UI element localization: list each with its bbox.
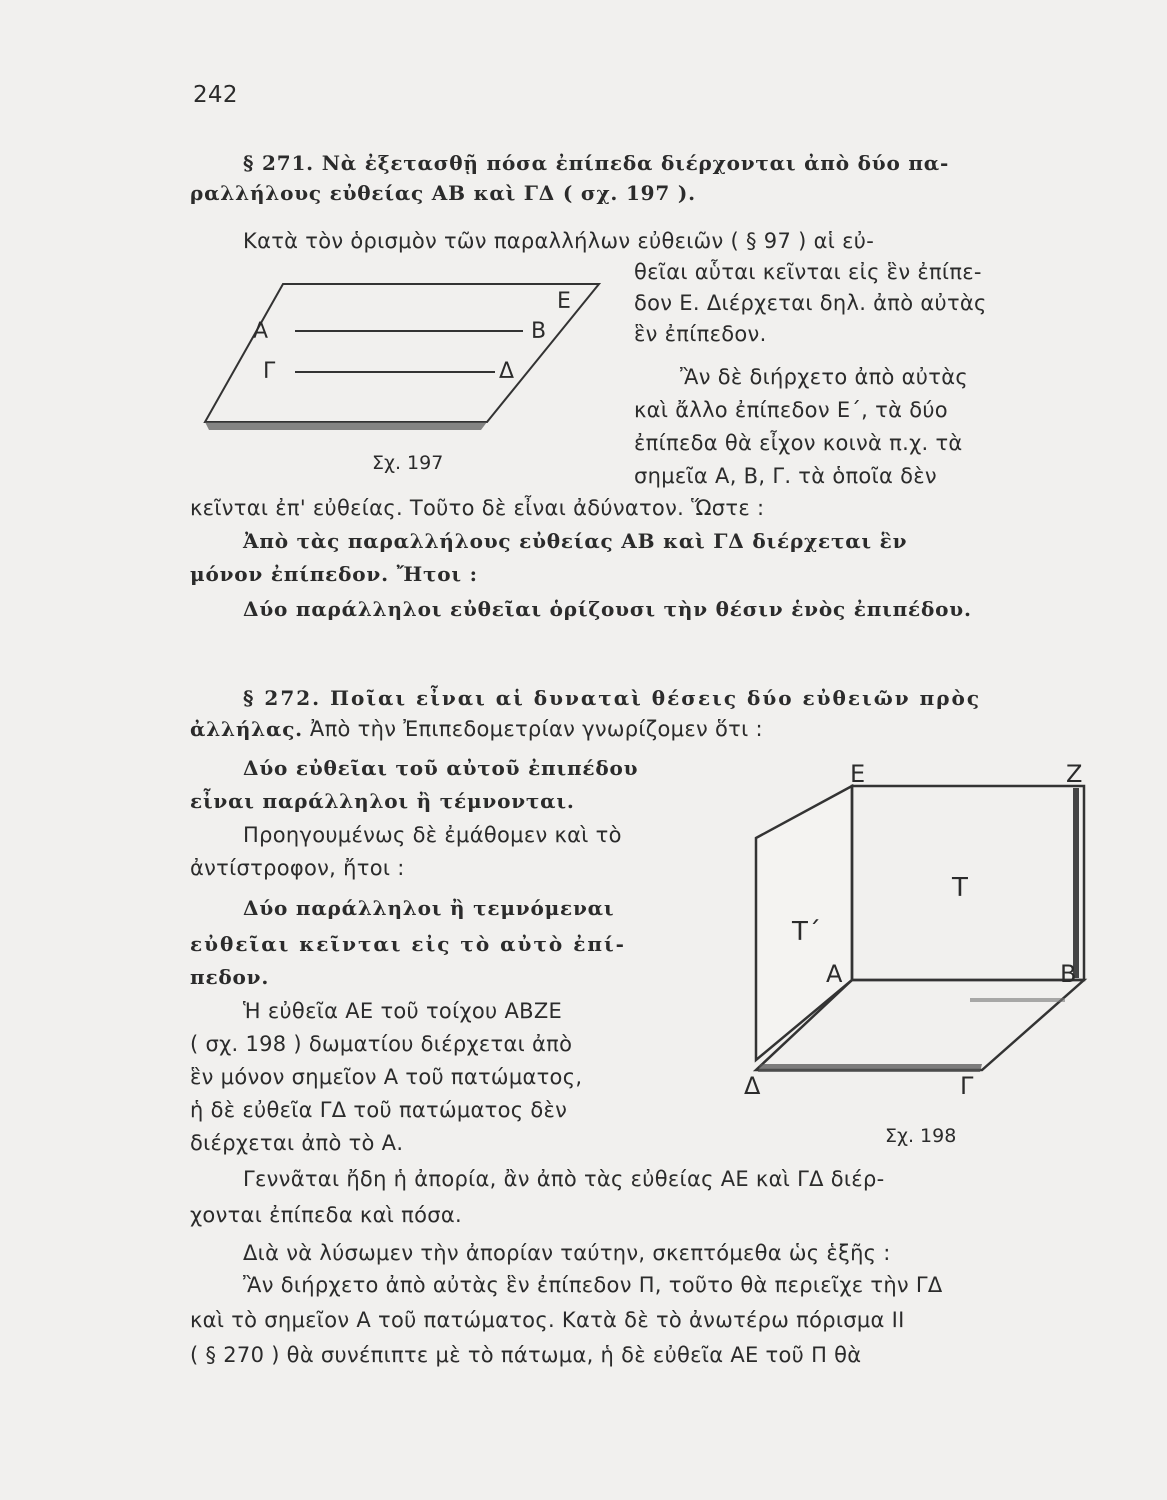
section-272-heading-line1: § 272. Ποῖαι εἶναι αἱ δυναταὶ θέσεις δύο εὐθειῶν πρὸς [243, 686, 982, 710]
text-line: σημεῖα Α, Β, Γ. τὰ ὁποῖα δὲν [634, 464, 937, 488]
fig198-label-z: Ζ [1066, 760, 1083, 788]
figure-197-caption: Σχ. 197 [372, 452, 444, 474]
text-line: καὶ τὸ σημεῖον Α τοῦ πατώματος. Κατὰ δὲ τὸ ἀνωτέρω πόρισμα ΙΙ [190, 1308, 905, 1332]
text-line: Προηγουμένως δὲ ἐμάθομεν καὶ τὸ [243, 823, 622, 847]
conclusion-line1: Ἀπὸ τὰς παραλλήλους εὐθείας ΑΒ καὶ ΓΔ διέρχεται ἓν [243, 529, 908, 553]
text-line: καὶ ἄλλο ἐπίπεδον Ε΄, τὰ δύο [634, 398, 948, 422]
section-271-heading-line2-text: ραλλήλους εὐθείας ΑΒ καὶ ΓΔ ( σχ. 197 ). [190, 181, 696, 205]
text-line: Ἂν δὲ διήρχετο ἀπὸ αὐτὰς [680, 365, 968, 389]
fig197-label-b: Β [531, 319, 547, 344]
text-line: ἓν μόνον σημεῖον Α τοῦ πατώματος, [190, 1065, 583, 1089]
section-272-intro: Ἀπὸ τὴν Ἐπιπεδομετρίαν γνωρίζομεν ὅτι : [309, 717, 763, 741]
text-line: χονται ἐπίπεδα καὶ πόσα. [190, 1203, 462, 1227]
page-number: 242 [193, 82, 238, 108]
text-line: ( § 270 ) θὰ συνέπιπτε μὲ τὸ πάτωμα, ἡ δὲ εὐθεῖα ΑΕ τοῦ Π θὰ [190, 1343, 862, 1367]
theorem-statement: Δύο παράλληλοι εὐθεῖαι ὁρίζουσι τὴν θέσιν ἑνὸς ἐπιπέδου. [243, 597, 972, 621]
figure-198-caption: Σχ. 198 [885, 1125, 957, 1147]
statement-line: εἶναι παράλληλοι ἢ τέμνονται. [190, 789, 575, 813]
text-line: Διὰ νὰ λύσωμεν τὴν ἀπορίαν ταύτην, σκεπτόμεθα ὡς ἑξῆς : [243, 1241, 891, 1265]
fig198-label-e: Ε [850, 760, 866, 788]
text-line: θεῖαι αὗται κεῖνται εἰς ἓν ἐπίπε- [634, 260, 982, 284]
section-272-heading-bold: ἀλλήλας. [190, 717, 303, 741]
fig198-label-t: Τ [952, 873, 968, 903]
text-line: ἀντίστροφον, ἤτοι : [190, 856, 405, 880]
fig198-label-a: Α [826, 960, 843, 988]
fig197-label-e: Ε [557, 289, 571, 314]
text-line: ἡ δὲ εὐθεῖα ΓΔ τοῦ πατώματος δὲν [190, 1098, 568, 1122]
fig198-label-b: Β [1060, 960, 1077, 988]
text-line: Γεννᾶται ἤδη ἡ ἀπορία, ἂν ἀπὸ τὰς εὐθείας ΑΕ καὶ ΓΔ διέρ- [243, 1167, 885, 1191]
fig198-label-g: Γ [960, 1072, 974, 1100]
plane-e-outline [205, 284, 599, 422]
figure-198 [730, 760, 1110, 1120]
fig198-label-t-prime: Τ΄ [792, 917, 821, 947]
text-line: Κατὰ τὸν ὁρισμὸν τῶν παραλλήλων εὐθειῶν ( § 97 ) αἱ εὐ- [243, 229, 875, 253]
section-271-heading-line1: § 271. Νὰ ἐξετασθῇ πόσα ἐπίπεδα διέρχονται ἀπὸ δύο πα- [243, 151, 950, 175]
text-line: Ἡ εὐθεῖα ΑΕ τοῦ τοίχου ΑΒΖΕ [243, 999, 563, 1023]
fig197-label-d: Δ [499, 359, 515, 384]
text-line: ἓν ἐπίπεδον. [634, 322, 767, 346]
statement-line: εὐθεῖαι κεῖνται εἰς τὸ αὐτὸ ἐπί- [190, 932, 626, 956]
statement-line: Δύο παράλληλοι ἢ τεμνόμεναι [243, 896, 615, 920]
statement-line: Δύο εὐθεῖαι τοῦ αὐτοῦ ἐπιπέδου [243, 756, 639, 780]
statement-line: πεδον. [190, 965, 270, 989]
plane-e-edge-shadow [205, 422, 487, 430]
section-271-heading-line2 [190, 178, 696, 208]
fig197-label-g: Γ [263, 359, 276, 384]
text-line: κεῖνται ἐπ' εὐθείας. Τοῦτο δὲ εἶναι ἀδύνατον. Ὥστε : [190, 496, 765, 520]
text-line: διέρχεται ἀπὸ τὸ Α. [190, 1131, 404, 1155]
fig197-label-a: Α [253, 319, 269, 344]
fig198-label-d: Δ [744, 1072, 761, 1100]
text-line: ἐπίπεδα θὰ εἶχον κοινὰ π.χ. τὰ [634, 431, 963, 455]
text-line: δον Ε. Διέρχεται δηλ. ἀπὸ αὐτὰς [634, 291, 987, 315]
text-line: ( σχ. 198 ) δωματίου διέρχεται ἀπὸ [190, 1032, 573, 1056]
floor-edge-shadow [758, 1064, 982, 1072]
text-line: Ἂν διήρχετο ἀπὸ αὐτὰς ἓν ἐπίπεδον Π, τοῦτο θὰ περιεῖχε τὴν ΓΔ [243, 1273, 943, 1297]
conclusion-line2: μόνον ἐπίπεδον. Ἤτοι : [190, 562, 478, 586]
section-272-heading-line2 [190, 714, 763, 744]
figure-197 [195, 278, 615, 448]
back-wall [852, 786, 1084, 980]
